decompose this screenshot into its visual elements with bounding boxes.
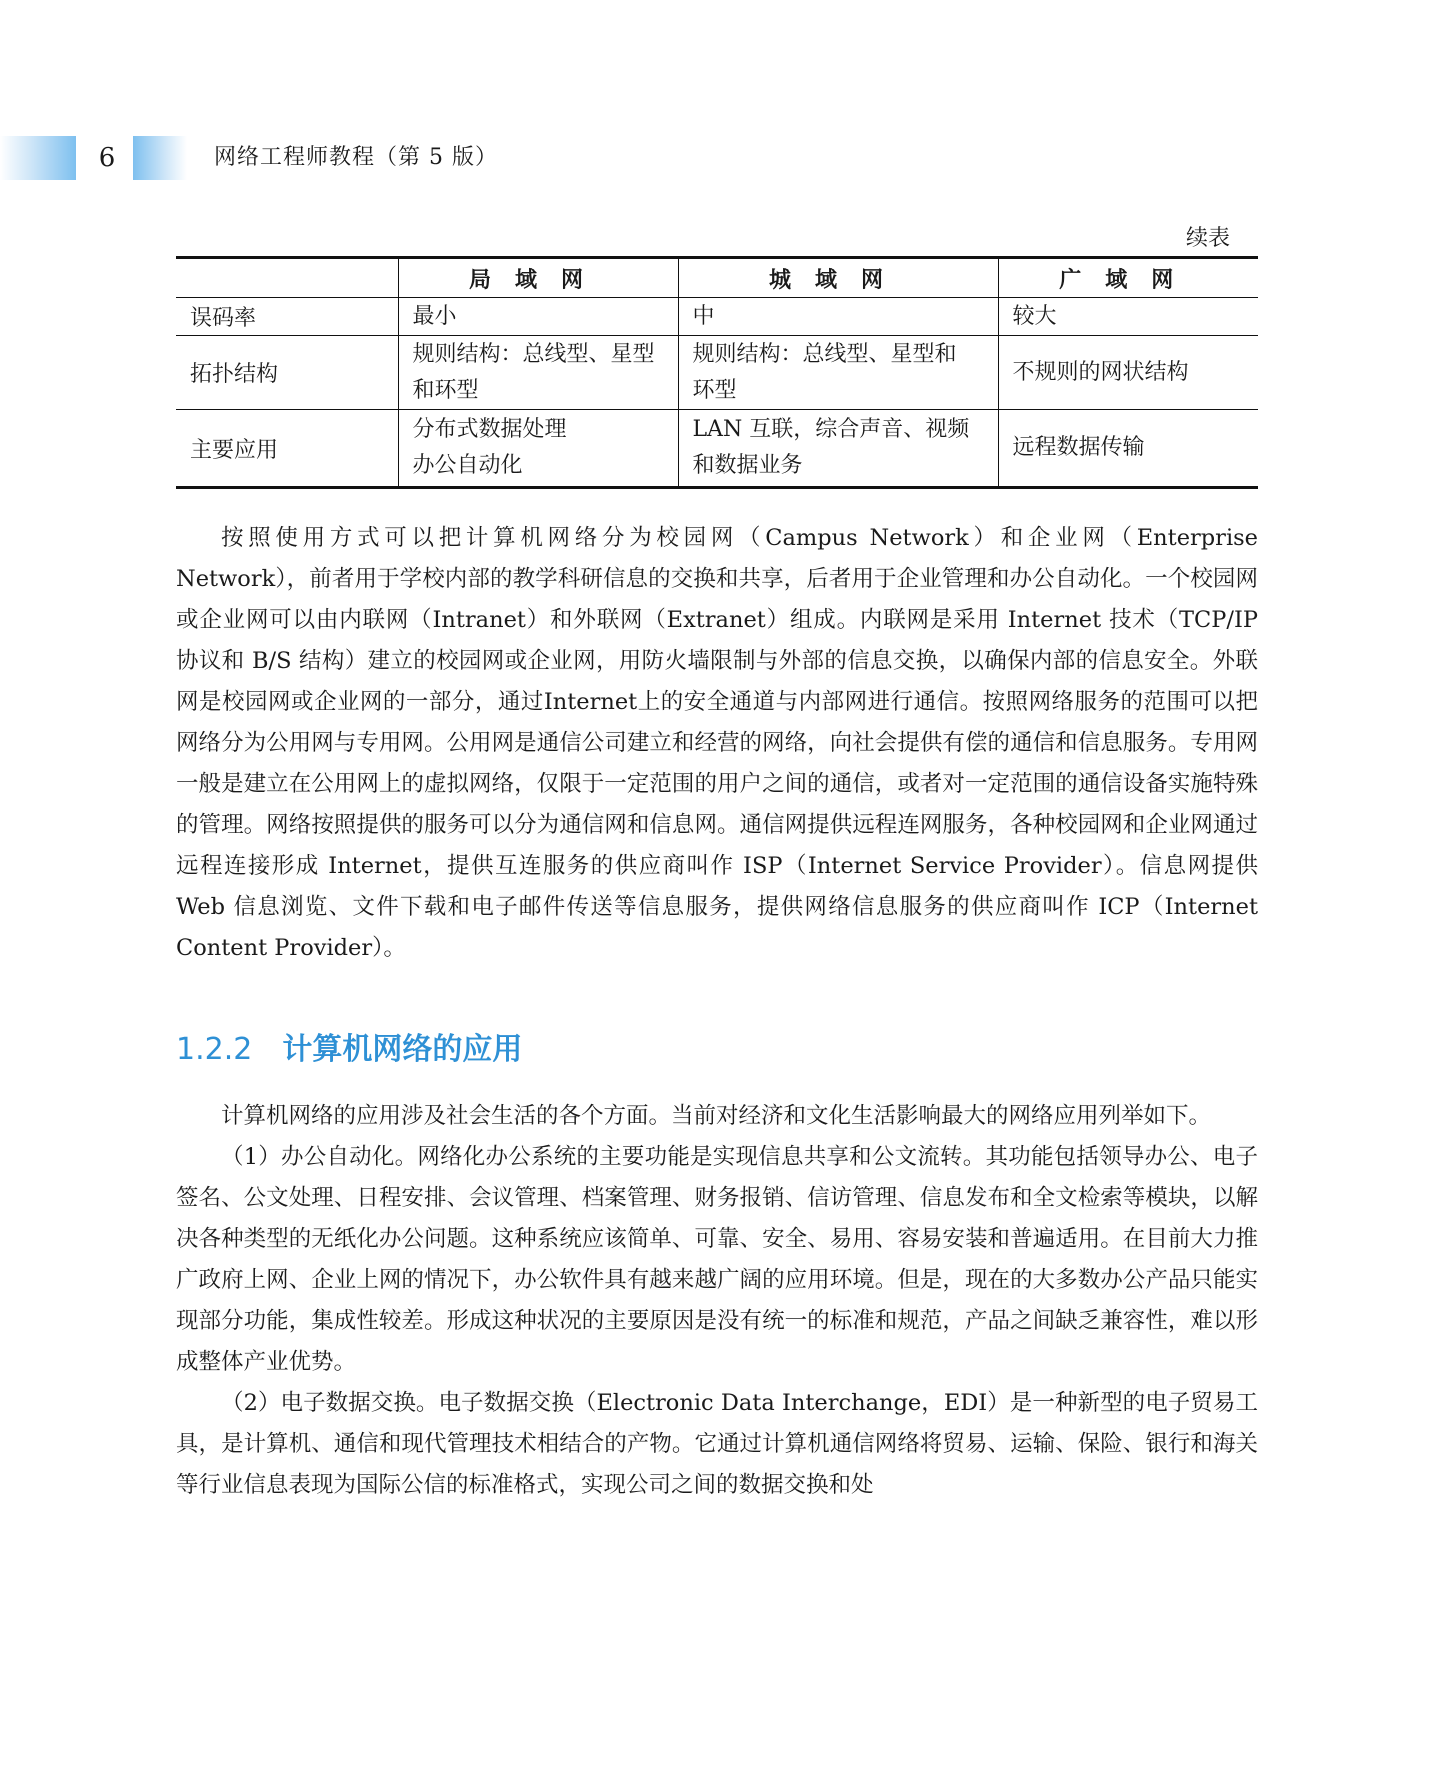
table-cell: 远程数据传输 — [998, 410, 1258, 488]
table-cell: 规则结构：总线型、星型和 环型 — [678, 336, 998, 410]
paragraph: （2）电子数据交换。电子数据交换（Electronic Data Interchange，EDI）是一种新型的电子贸易工具，是计算机、通信和现代管理技术相结合的产物。它通过计算机通信网络将贸易、运输、保险、银行和海关等行业信息表现为国际公信的标准格式，实现公司之间的数据交换和处 — [176, 1390, 1258, 1498]
header-cell-man: 城域网 — [678, 258, 998, 298]
header-cell-empty — [176, 258, 398, 298]
table-cell: 较大 — [998, 298, 1258, 336]
header-decoration-left — [0, 136, 76, 180]
section-heading — [176, 1026, 522, 1074]
table-row — [176, 298, 1258, 336]
body-text-after-section — [176, 1096, 1258, 1506]
body-text-before-section — [176, 518, 1258, 969]
table-caption: 续表 — [1185, 226, 1230, 251]
row-label: 主要应用 — [190, 437, 279, 463]
section-title: 计算机网络的应用 — [282, 1032, 523, 1067]
table-row — [176, 410, 1258, 488]
table-cell: 中 — [678, 298, 998, 336]
network-comparison-table — [176, 256, 1258, 489]
page-number: 6 — [98, 143, 116, 173]
paragraph: 按照使用方式可以把计算机网络分为校园网（Campus Network）和企业网（Enterprise Network），前者用于学校内部的教学科研信息的交换和共享，后者用于企业管理和办公自动化。一个校园网或企业网可以由内联网（Intranet）和外联网（Extranet）组成。内联网是采用 Internet 技术（TCP/IP 协议和 B/S 结构）建立的校园网或企业网，用防火墙限制与外部的信息交换，以确保内部的信息安全。外联网是校园网或企业网的一部分，通过Internet上的安全通道与内部网进行通信。按照网络服务的范围可以把网络分为公用网与专用网。公用网是通信公司建立和经营的网络，向社会提供有偿的通信和信息服务。专用网一般是建立在公用网上的虚拟网络，仅限于一定范围的用户之间的通信，或者对一定范围的通信设备实施特殊的管理。网络按照提供的服务可以分为通信网和信息网。通信网提供远程连网服务，各种校园网和企业网通过远程连接形成 Internet，提供互连服务的供应商叫作 ISP（Internet Service Provider）。信息网提供 Web 信息浏览、文件下载和电子邮件传送等信息服务，提供网络信息服务的供应商叫作 ICP（Internet Content Provider）。 — [176, 525, 1258, 961]
paragraph: 计算机网络的应用涉及社会生活的各个方面。当前对经济和文化生活影响最大的网络应用列举如下。 — [221, 1103, 1212, 1129]
table-cell: 最小 — [398, 298, 678, 336]
row-label: 误码率 — [190, 306, 257, 331]
paragraph: （1）办公自动化。网络化办公系统的主要功能是实现信息共享和公文流转。其功能包括领导办公、电子签名、公文处理、日程安排、会议管理、档案管理、财务报销、信访管理、信息发布和全文检索等模块，以解决各种类型的无纸化办公问题。这种系统应该简单、可靠、安全、易用、容易安装和普遍适用。在目前大力推广政府上网、企业上网的情况下，办公软件具有越来越广阔的应用环境。但是，现在的大多数办公产品只能实现部分功能，集成性较差。形成这种状况的主要原因是没有统一的标准和规范，产品之间缺乏兼容性，难以形成整体产业优势。 — [176, 1144, 1258, 1375]
table-header-row — [176, 258, 1258, 298]
table-cell: 规则结构：总线型、星型 和环型 — [398, 336, 678, 410]
section-number: 1.2.2 — [176, 1032, 253, 1067]
table-cell: LAN 互联，综合声音、视频 和数据业务 — [678, 410, 998, 488]
table-row — [176, 336, 1258, 410]
table-cell: 不规则的网状结构 — [998, 336, 1258, 410]
running-title: 网络工程师教程（第 5 版） — [214, 145, 498, 170]
header-cell-lan: 局域网 — [398, 258, 678, 298]
table-cell: 分布式数据处理 办公自动化 — [398, 410, 678, 488]
header-decoration-right — [133, 136, 187, 180]
row-label: 拓扑结构 — [190, 362, 279, 387]
header-cell-wan: 广域网 — [998, 258, 1258, 298]
